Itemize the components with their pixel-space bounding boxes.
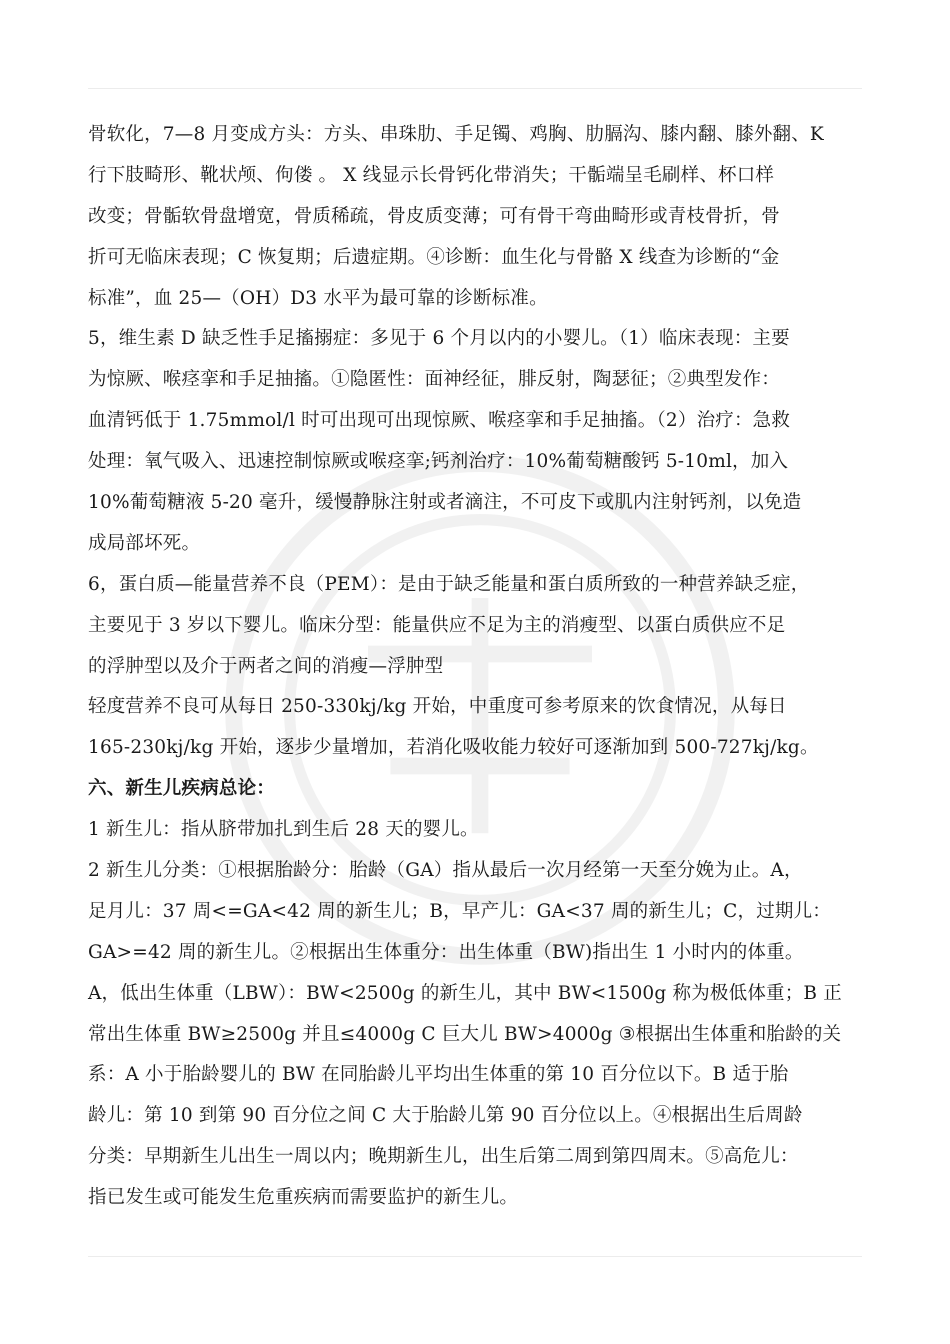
text-line: 折可无临床表现；C 恢复期；后遗症期。④诊断：血生化与骨骼 X 线查为诊断的“金 [88, 246, 780, 268]
text-line: 处理：氧气吸入、迅速控制惊厥或喉痉挛;钙剂治疗：10%葡萄糖酸钙 5-10ml，加入 [88, 451, 789, 473]
text-line: 2 新生儿分类：①根据胎龄分：胎龄（GA）指从最后一次月经第一天至分娩为止。A， [88, 860, 803, 882]
text-line: 足月儿：37 周<=GA<42 周的新生儿；B，早产儿：GA<37 周的新生儿；C，过期儿： [88, 900, 831, 922]
text-line: A，低出生体重（LBW）：BW<2500g 的新生儿，其中 BW<1500g 称为极低体重；B 正 [88, 982, 842, 1004]
text-line: 5，维生素 D 缺乏性手足搐搦症：多见于 6 个月以内的小婴儿。（1）临床表现：主要 [88, 328, 790, 350]
text-line: 1 新生儿：指从脐带加扎到生后 28 天的婴儿。 [88, 819, 479, 841]
footer-divider [88, 1256, 862, 1257]
text-line: 6，蛋白质—能量营养不良（PEM）：是由于缺乏能量和蛋白质所致的一种营养缺乏症， [88, 573, 810, 595]
text-line: 10%葡萄糖液 5-20 毫升，缓慢静脉注射或者滴注，不可皮下或肌内注射钙剂，以免造 [88, 492, 802, 514]
document-body [88, 115, 888, 1219]
section-heading: 六、新生儿疾病总论： [88, 778, 276, 800]
text-line: 常出生体重 BW≥2500g 并且≤4000g C 巨大儿 BW>4000g ③根据出生体重和胎龄的关 [88, 1023, 842, 1045]
text-line: 为惊厥、喉痉挛和手足抽搐。①隐匿性：面神经征，腓反射，陶瑟征；②典型发作： [88, 369, 780, 391]
text-line: 行下肢畸形、靴状颅、佝偻 。 X 线显示长骨钙化带消失；干骺端呈毛刷样、杯口样 [88, 164, 775, 186]
text-line: 分类：早期新生儿出生一周以内；晚期新生儿，出生后第二周到第四周末。⑤高危儿： [88, 1146, 799, 1168]
text-line: 龄儿：第 10 到第 90 百分位之间 C 大于胎龄儿第 90 百分位以上。④根据出生后周龄 [88, 1105, 803, 1127]
text-line: 血清钙低于 1.75mmol/l 时可出现可出现惊厥、喉痉挛和手足抽搐。（2）治疗：急救 [88, 410, 791, 432]
text-line: 骨软化，7—8 月变成方头：方头、串珠肋、手足镯、鸡胸、肋膈沟、膝内翻、膝外翻、K [88, 124, 824, 145]
text-line: 标准”，血 25—（OH）D3 水平为最可靠的诊断标准。 [88, 287, 548, 309]
text-line: 的浮肿型以及介于两者之间的消瘦—浮肿型 [88, 655, 444, 677]
text-line: 指已发生或可能发生危重疾病而需要监护的新生儿。 [88, 1187, 519, 1209]
text-line: GA>=42 周的新生儿。②根据出生体重分：出生体重（BW)指出生 1 小时内的体重。 [88, 941, 804, 963]
text-line: 改变；骨骺软骨盘增宽，骨质稀疏，骨皮质变薄；可有骨干弯曲畸形或青枝骨折，骨 [88, 205, 780, 227]
text-line: 轻度营养不良可从每日 250-330kj/kg 开始，中重度可参考原来的饮食情况，从每日 [88, 696, 787, 718]
text-line: 165-230kj/kg 开始，逐步少量增加，若消化吸收能力较好可逐渐加到 500-727kj/kg。 [88, 737, 819, 759]
text-line: 系：A 小于胎龄婴儿的 BW 在同胎龄儿平均出生体重的第 10 百分位以下。B 适于胎 [88, 1064, 789, 1086]
header-divider [88, 88, 862, 89]
text-line: 主要见于 3 岁以下婴儿。临床分型：能量供应不足为主的消瘦型、以蛋白质供应不足 [88, 614, 786, 636]
text-line: 成局部坏死。 [88, 532, 201, 554]
